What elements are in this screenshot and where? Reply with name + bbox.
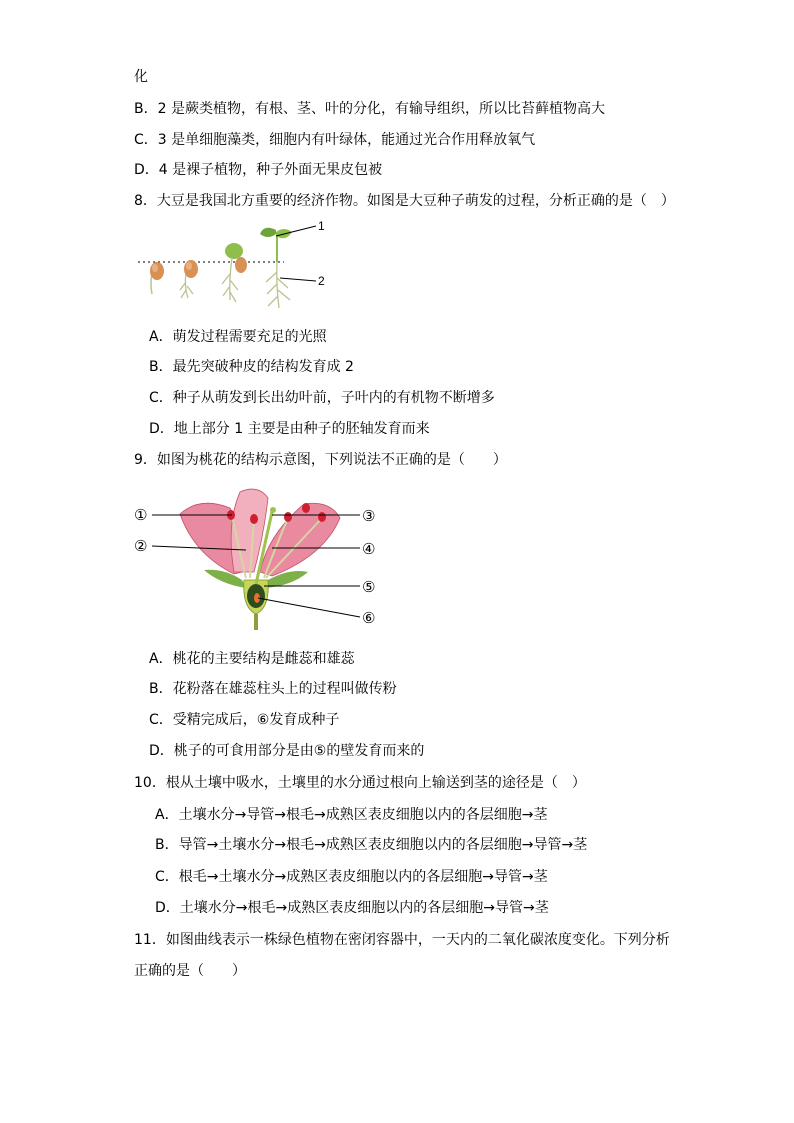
label-circled-4: ④	[362, 540, 376, 558]
label-2: 2	[318, 274, 325, 288]
q10-option-b: B．导管→土壤水分→根毛→成熟区表皮细胞以内的各层细胞→导管→茎	[155, 837, 588, 853]
q8-option-a: A．萌发过程需要充足的光照	[149, 329, 327, 345]
question-10-stem: 10．根从土壤中吸水，土壤里的水分通过根向上输送到茎的途径是（ ）	[134, 775, 586, 791]
seedling-stage-3	[222, 243, 247, 302]
option-b-prev: B．2 是蕨类植物，有根、茎、叶的分化，有输导组织，所以比苔藓植物高大	[134, 101, 605, 117]
seed-stage-2	[180, 260, 198, 298]
question-9-stem: 9．如图为桃花的结构示意图，下列说法不正确的是（ ）	[134, 452, 507, 468]
label-1: 1	[318, 219, 325, 233]
peach-flower-figure	[134, 484, 384, 634]
label-circled-6: ⑥	[362, 609, 376, 627]
seed-germination-figure	[134, 218, 344, 318]
label-circled-1: ①	[134, 506, 148, 524]
question-8-stem: 8．大豆是我国北方重要的经济作物。如图是大豆种子萌发的过程，分析正确的是（ ）	[134, 193, 675, 209]
q9-option-b: B．花粉落在雄蕊柱头上的过程叫做传粉	[149, 681, 397, 697]
q10-option-a: A．土壤水分→导管→根毛→成熟区表皮细胞以内的各层细胞→茎	[155, 807, 548, 823]
q10-option-d: D．土壤水分→根毛→成熟区表皮细胞以内的各层细胞→导管→茎	[155, 900, 549, 916]
q8-option-b: B．最先突破种皮的结构发育成 2	[149, 359, 354, 375]
stigma	[270, 507, 276, 513]
option-d-prev: D．4 是裸子植物，种子外面无果皮包被	[134, 162, 383, 178]
q8-option-c: C．种子从萌发到长出幼叶前，子叶内的有机物不断增多	[149, 390, 495, 406]
q9-option-c: C．受精完成后，⑥发育成种子	[149, 712, 340, 728]
seedling-stage-4	[260, 228, 292, 308]
label-circled-2: ②	[134, 537, 148, 555]
q9-option-d: D．桃子的可食用部分是由⑤的壁发育而来的	[149, 743, 425, 759]
q8-option-d: D．地上部分 1 主要是由种子的胚轴发育而来	[149, 421, 430, 437]
seed-stage-1	[150, 262, 164, 294]
text-line: 化	[134, 69, 148, 85]
q9-option-a: A．桃花的主要结构是雌蕊和雄蕊	[149, 651, 355, 667]
label-circled-3: ③	[362, 507, 376, 525]
question-11-stem-line1: 11．如图曲线表示一株绿色植物在密闭容器中，一天内的二氧化碳浓度变化。下列分析	[134, 932, 670, 948]
q10-option-c: C．根毛→土壤水分→成熟区表皮细胞以内的各层细胞→导管→茎	[155, 869, 548, 885]
question-11-stem-line2: 正确的是（ ）	[134, 963, 246, 979]
label-circled-5: ⑤	[362, 578, 376, 596]
option-c-prev: C．3 是单细胞藻类，细胞内有叶绿体，能通过光合作用释放氧气	[134, 132, 536, 148]
pointer-line-2	[280, 278, 316, 281]
